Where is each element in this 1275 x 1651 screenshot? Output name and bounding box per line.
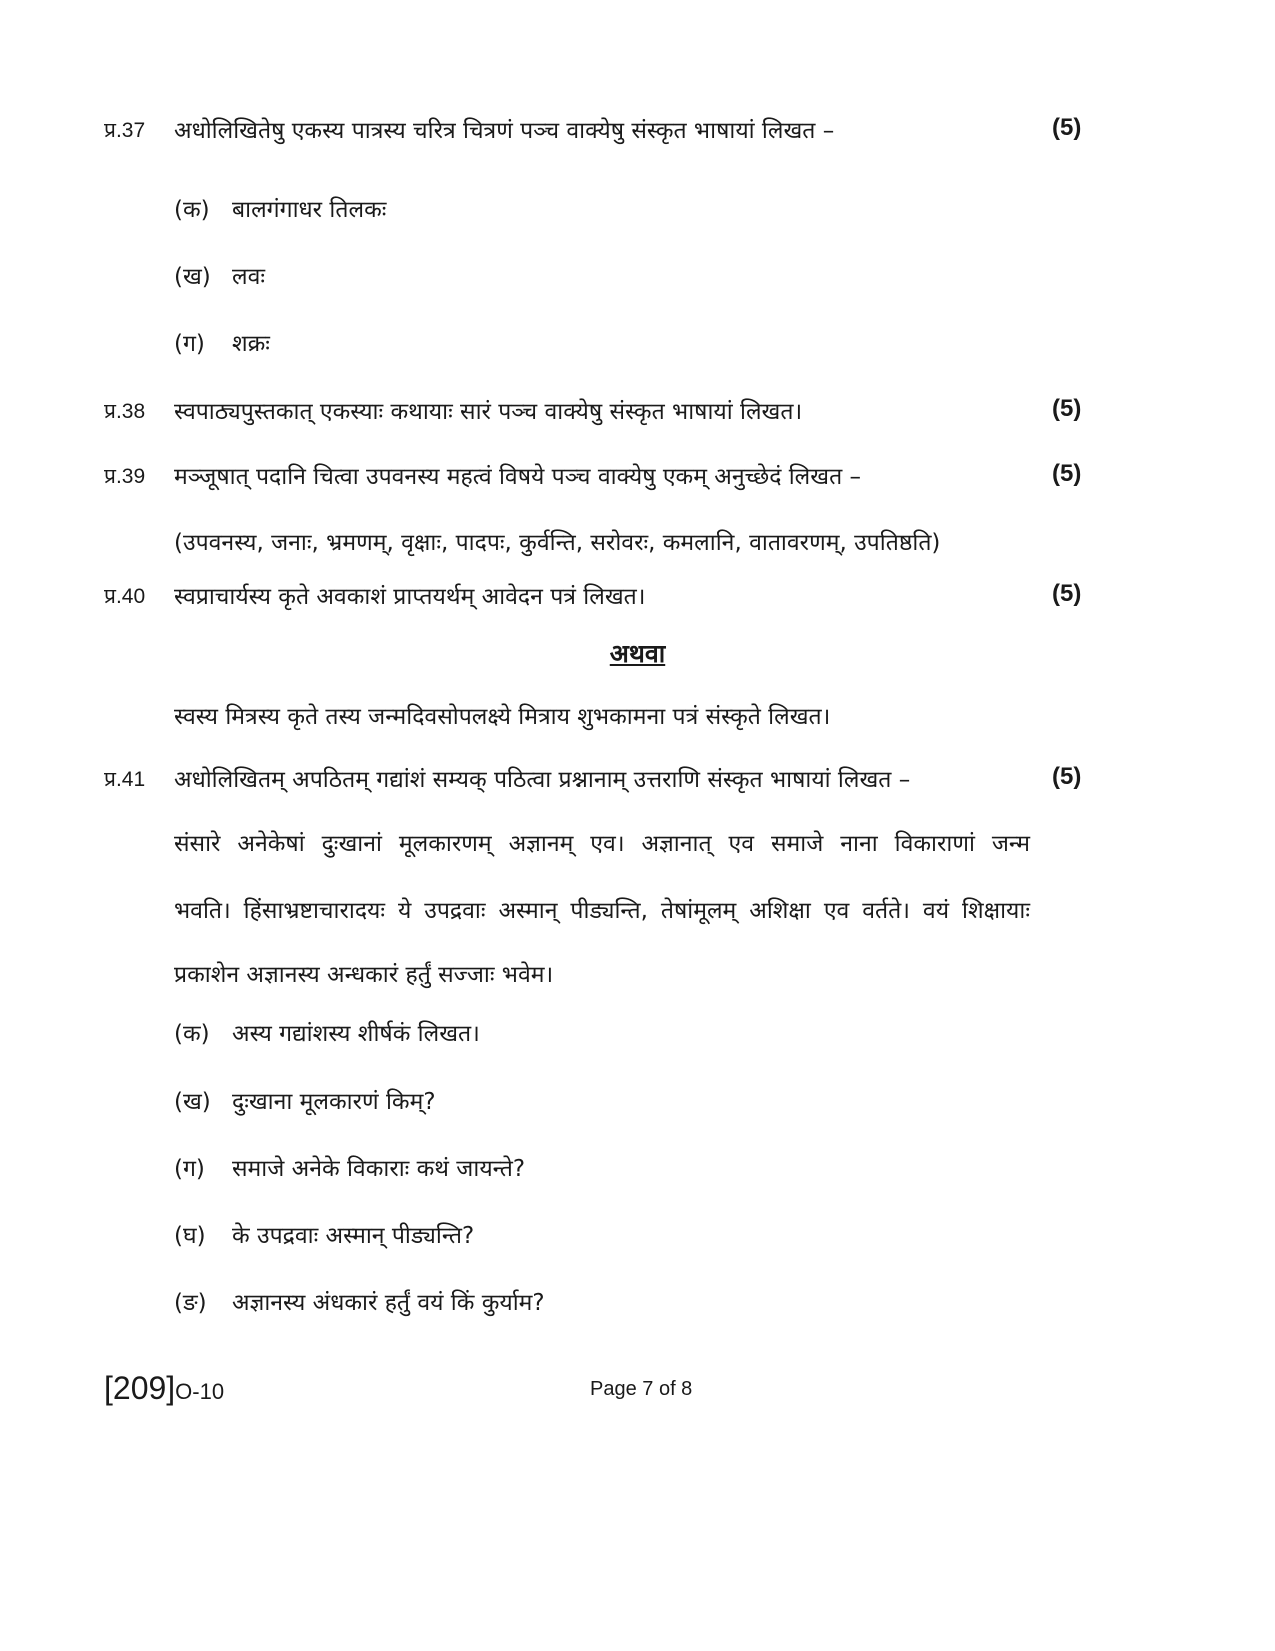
option-text: शक्रः <box>232 331 270 357</box>
option-text: समाजे अनेके विकाराः कथं जायन्ते? <box>232 1156 526 1182</box>
option-label: (क) <box>174 197 210 223</box>
option-text: अज्ञानस्य अंधकारं हर्तुं वयं किं कुर्याम? <box>232 1290 545 1316</box>
option-label: (ङ) <box>174 1290 207 1316</box>
option-label: (घ) <box>174 1223 206 1249</box>
paper-code-main: [209] <box>104 1370 176 1406</box>
option-text: दुःखाना मूलकारणं किम्? <box>232 1089 436 1115</box>
question-text: अधोलिखितेषु एकस्य पात्रस्य चरित्र चित्रणं पञ्च वाक्येषु संस्कृत भाषायां लिखत – <box>174 118 835 144</box>
marks: (5) <box>1052 580 1082 607</box>
question-number: प्र.40 <box>104 585 146 608</box>
question-number: प्र.39 <box>104 465 146 488</box>
option-label: (ख) <box>174 1089 211 1115</box>
alternate-question-text: स्वस्य मित्रस्य कृते तस्य जन्मदिवसोपलक्ष्ये मित्राय शुभकामना पत्रं संस्कृते लिखत। <box>174 704 831 730</box>
word-box: (उपवनस्य, जनाः, भ्रमणम्, वृक्षाः, पादपः, कुर्वन्ति, सरोवरः, कमलानि, वातावरणम्, उपतिष्ठति) <box>174 530 941 556</box>
option-label: (ख) <box>174 264 211 290</box>
option-label: (क) <box>174 1021 210 1047</box>
paper-code <box>104 1370 224 1407</box>
option-text: के उपद्रवाः अस्मान् पीड्यन्ति? <box>232 1223 475 1249</box>
passage-line: संसारे अनेकेषां दुःखानां मूलकारणम् अज्ञानम् एव। अज्ञानात् एव समाजे नाना विकाराणां जन्म <box>174 831 1030 857</box>
option-text: अस्य गद्यांशस्य शीर्षकं लिखत। <box>232 1021 480 1047</box>
passage-line: भवति। हिंसाभ्रष्टाचारादयः ये उपद्रवाः अस्मान् पीड्यन्ति, तेषांमूलम् अशिक्षा एव वर्तते। वयं शिक्षायाः <box>174 898 1030 924</box>
option-label: (ग) <box>174 331 205 357</box>
option-label: (ग) <box>174 1156 205 1182</box>
question-number: प्र.37 <box>104 119 146 142</box>
or-heading: अथवा <box>609 639 666 668</box>
passage-line: प्रकाशेन अज्ञानस्य अन्धकारं हर्तुं सज्जाः भवेम। <box>174 962 554 988</box>
marks: (5) <box>1052 114 1082 141</box>
marks: (5) <box>1052 395 1082 422</box>
question-number: प्र.38 <box>104 400 146 423</box>
question-number: प्र.41 <box>104 768 146 791</box>
question-text: मञ्जूषात् पदानि चित्वा उपवनस्य महत्वं विषये पञ्च वाक्येषु एकम् अनुच्छेदं लिखत – <box>174 464 862 490</box>
question-text: स्वप्राचार्यस्य कृते अवकाशं प्राप्तयर्थम् आवेदन पत्रं लिखत। <box>174 584 646 610</box>
marks: (5) <box>1052 763 1082 790</box>
option-text: बालगंगाधर तिलकः <box>232 197 387 223</box>
question-text: स्वपाठ्यपुस्तकात् एकस्याः कथायाः सारं पञ्च वाक्येषु संस्कृत भाषायां लिखत। <box>174 399 803 425</box>
marks: (5) <box>1052 460 1082 487</box>
option-text: लवः <box>232 264 266 290</box>
paper-code-sub: O-10 <box>175 1379 225 1404</box>
page-number: Page 7 of 8 <box>590 1378 693 1400</box>
question-text: अधोलिखितम् अपठितम् गद्यांशं सम्यक् पठित्वा प्रश्नानाम् उत्तराणि संस्कृत भाषायां लिखत – <box>174 767 911 793</box>
